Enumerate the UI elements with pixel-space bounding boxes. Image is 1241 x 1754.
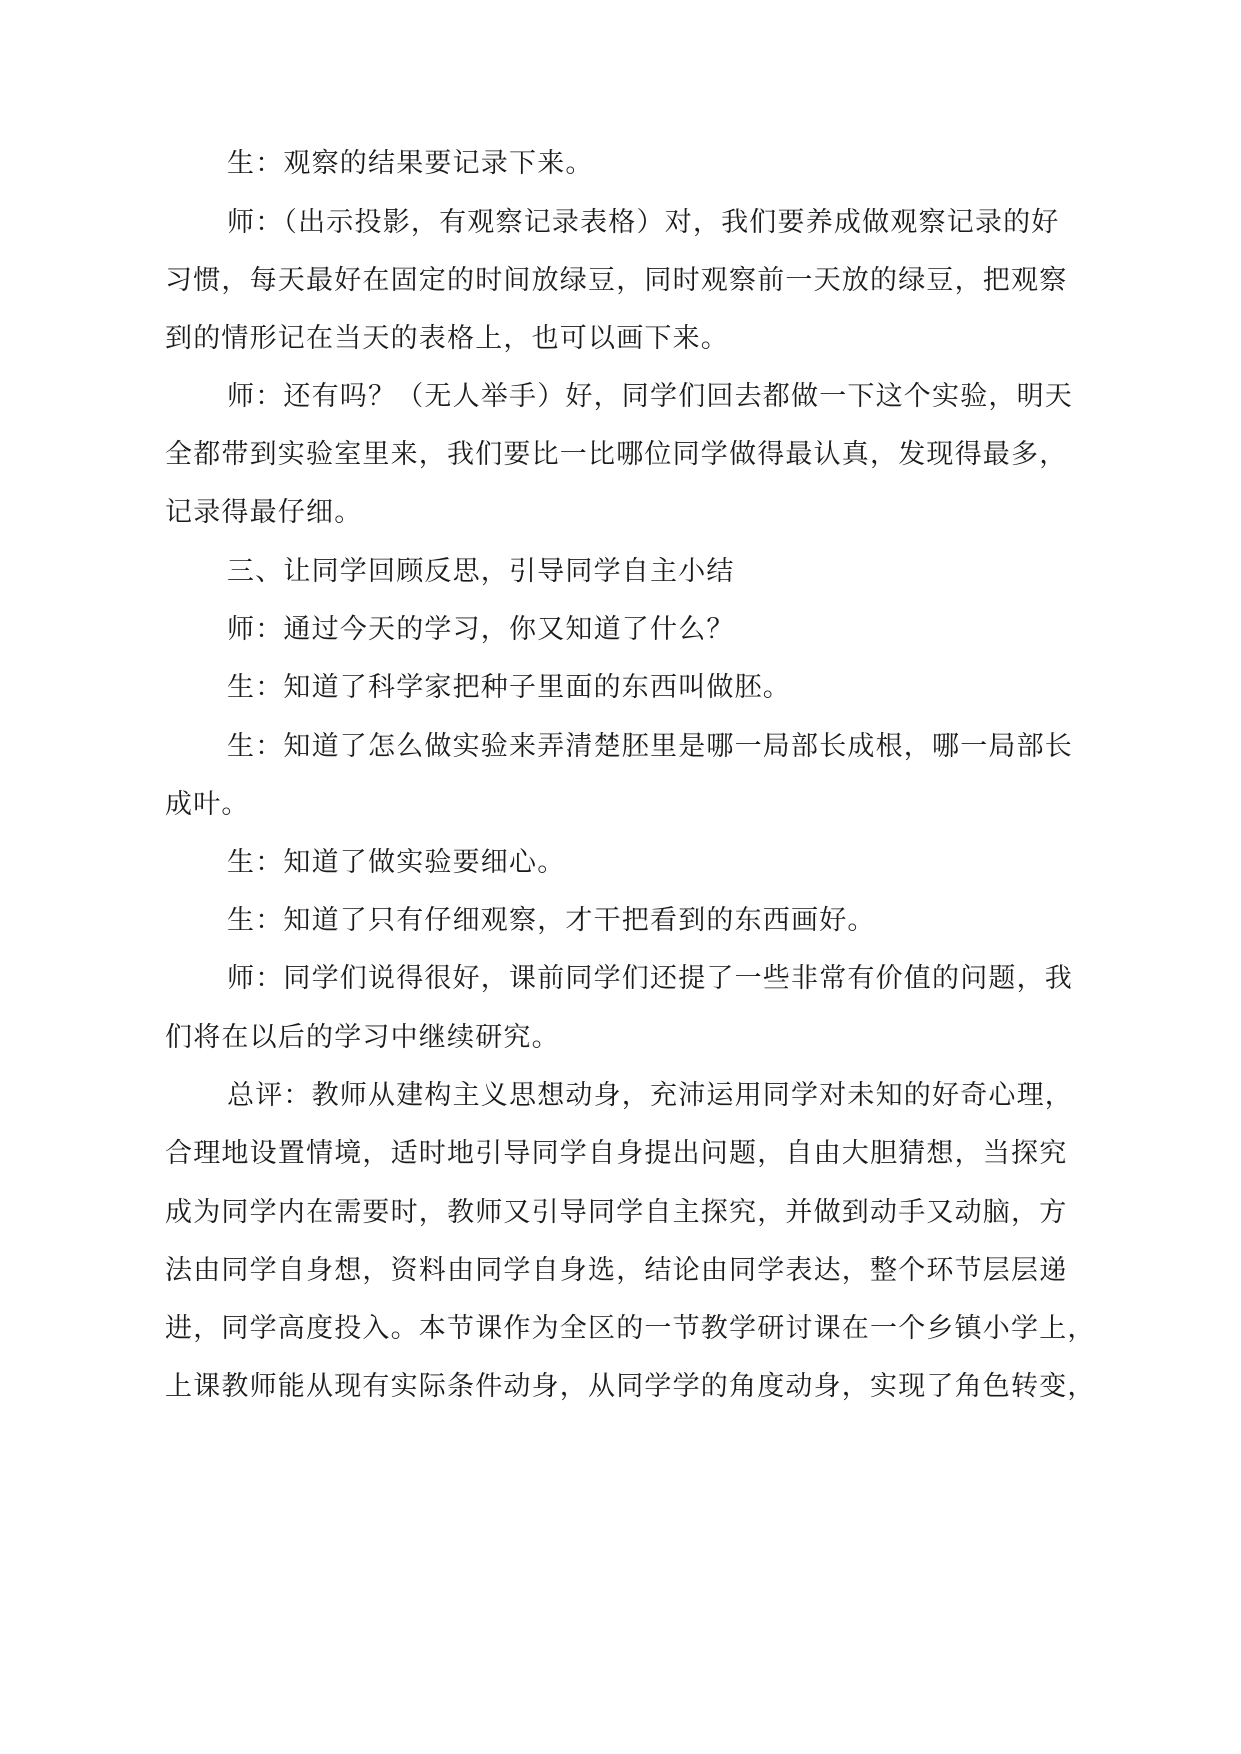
paragraph-line: 记录得最仔细。 bbox=[165, 497, 363, 528]
paragraph-line: 上课教师能从现有实际条件动身，从同学学的角度动身，实现了角色转变， bbox=[165, 1371, 1096, 1402]
paragraph-line: 习惯，每天最好在固定的时间放绿豆，同时观察前一天放的绿豆，把观察 bbox=[165, 265, 1068, 296]
paragraph-line: 生：观察的结果要记录下来。 bbox=[227, 148, 594, 179]
paragraph-line: 成为同学内在需要时，教师又引导同学自主探究，并做到动手又动脑，方 bbox=[165, 1197, 1068, 1228]
paragraph-line: 师：通过今天的学习，你又知道了什么？ bbox=[227, 614, 735, 645]
paragraph-line: 到的情形记在当天的表格上，也可以画下来。 bbox=[165, 323, 729, 354]
paragraph-line: 成叶。 bbox=[165, 789, 250, 820]
paragraph-line: 生：知道了怎么做实验来弄清楚胚里是哪一局部长成根，哪一局部长 bbox=[227, 731, 1073, 762]
paragraph-line: 生：知道了只有仔细观察，才干把看到的东西画好。 bbox=[227, 905, 876, 936]
section-heading: 三、让同学回顾反思，引导同学自主小结 bbox=[227, 556, 735, 587]
paragraph-line: 生：知道了科学家把种子里面的东西叫做胚。 bbox=[227, 672, 791, 703]
paragraph-line: 师：同学们说得很好，课前同学们还提了一些非常有价值的问题，我 bbox=[227, 963, 1073, 994]
paragraph-line: 生：知道了做实验要细心。 bbox=[227, 847, 566, 878]
paragraph-line: 全都带到实验室里来，我们要比一比哪位同学做得最认真，发现得最多， bbox=[165, 439, 1068, 470]
paragraph-line: 进，同学高度投入。本节课作为全区的一节教学研讨课在一个乡镇小学上， bbox=[165, 1313, 1096, 1344]
paragraph-line: 法由同学自身想，资料由同学自身选，结论由同学表达，整个环节层层递 bbox=[165, 1255, 1068, 1286]
paragraph-line: 总评：教师从建构主义思想动身，充沛运用同学对未知的好奇心理， bbox=[227, 1080, 1073, 1111]
paragraph-line: 们将在以后的学习中继续研究。 bbox=[165, 1022, 560, 1053]
paragraph-line: 师：还有吗？（无人举手）好，同学们回去都做一下这个实验，明天 bbox=[227, 381, 1073, 412]
paragraph-line: 合理地设置情境，适时地引导同学自身提出问题，自由大胆猜想，当探究 bbox=[165, 1138, 1068, 1169]
paragraph-line: 师：（出示投影，有观察记录表格）对，我们要养成做观察记录的好 bbox=[227, 207, 1060, 238]
